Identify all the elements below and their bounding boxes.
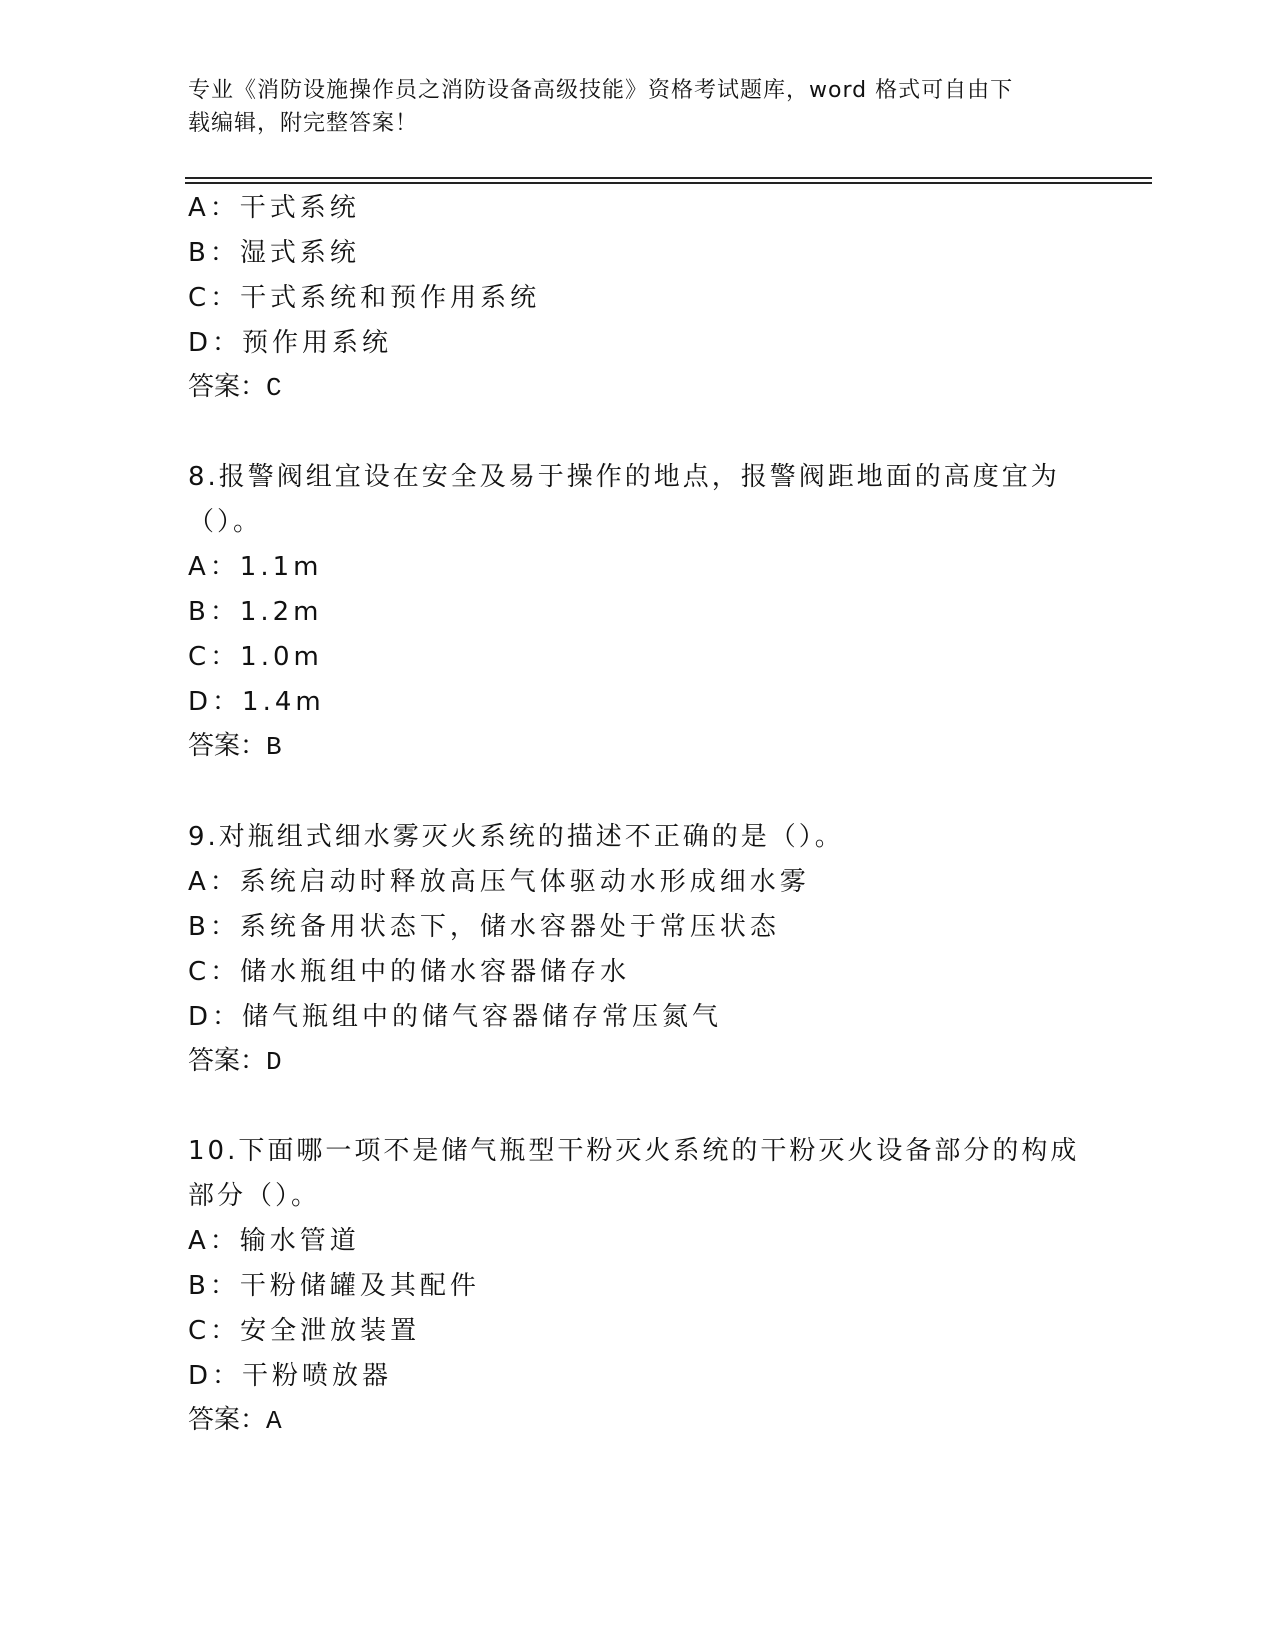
header-line-1: 专业《消防设施操作员之消防设备高级技能》资格考试题库，word 格式可自由下 <box>188 78 1014 103</box>
q10-option-d: D：干粉喷放器 <box>188 1361 393 1391</box>
q8-question-line-1: 8.报警阀组宜设在安全及易于操作的地点，报警阀距地面的高度宜为 <box>188 462 1060 492</box>
q7-answer: 答案：C <box>188 373 282 403</box>
header-line-2: 载编辑，附完整答案！ <box>188 111 419 136</box>
q7-option-c: C：干式系统和预作用系统 <box>188 283 541 313</box>
header-rule-bottom <box>185 182 1152 184</box>
q8-option-c: C：1.0m <box>188 642 323 672</box>
header-rule-top <box>185 177 1152 179</box>
q9-option-d: D：储气瓶组中的储气容器储存常压氮气 <box>188 1002 723 1032</box>
q7-option-d: D：预作用系统 <box>188 328 393 358</box>
q10-question-line-2: 部分（）。 <box>188 1181 321 1211</box>
q9-option-a: A：系统启动时释放高压气体驱动水形成细水雾 <box>188 867 810 897</box>
q10-question-line-1: 10.下面哪一项不是储气瓶型干粉灭火系统的干粉灭火设备部分的构成 <box>188 1136 1080 1166</box>
q9-option-b: B：系统备用状态下，储水容器处于常压状态 <box>188 912 780 942</box>
q10-option-b: B：干粉储罐及其配件 <box>188 1271 480 1301</box>
q8-option-b: B：1.2m <box>188 597 323 627</box>
q10-answer: 答案：A <box>188 1406 282 1436</box>
q8-option-a: A：1.1m <box>188 552 323 582</box>
q10-option-a: A：输水管道 <box>188 1226 360 1256</box>
q10-option-c: C：安全泄放装置 <box>188 1316 421 1346</box>
q8-question-line-2: （）。 <box>188 507 263 537</box>
q7-option-b: B：湿式系统 <box>188 238 360 268</box>
q9-option-c: C：储水瓶组中的储水容器储存水 <box>188 957 631 987</box>
document-header <box>188 74 1068 140</box>
q9-answer: 答案：D <box>188 1047 282 1077</box>
q7-option-a: A：干式系统 <box>188 193 360 223</box>
q8-answer: 答案：B <box>188 732 282 762</box>
q8-option-d: D：1.4m <box>188 687 325 717</box>
q9-question-line-1: 9.对瓶组式细水雾灭火系统的描述不正确的是（）。 <box>188 822 844 852</box>
